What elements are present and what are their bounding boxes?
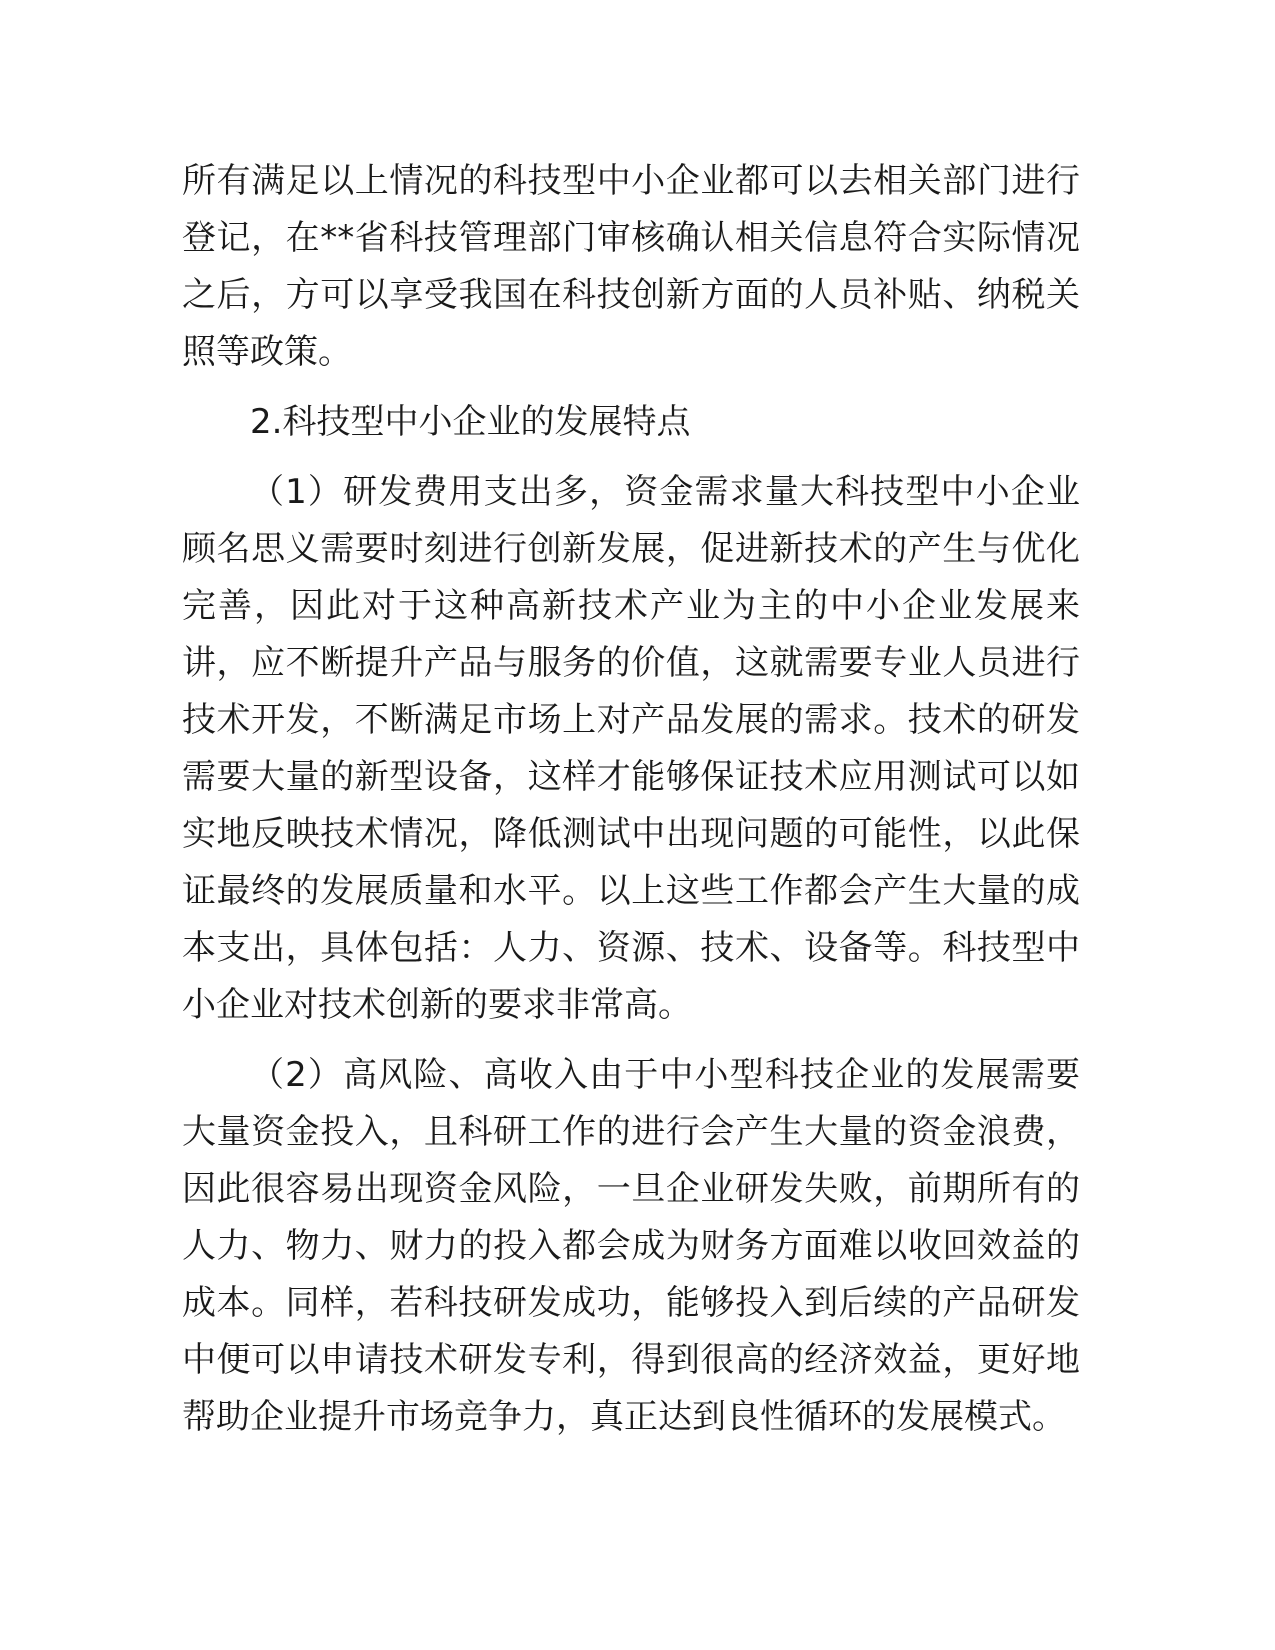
paragraph-rd-expenditure: （1）研发费用支出多，资金需求量大科技型中小企业顾名思义需要时刻进行创新发展，促进新技术的产生与优化完善，因此对于这种高新技术产业为主的中小企业发展来讲，应不断提升产品与服务的价值，这就需要专业人员进行技术开发，不断满足市场上对产品发展的需求。技术的研发需要大量的新型设备，这样才能够保证技术应用测试可以如实地反映技术情况，降低测试中出现问题的可能性，以此保证最终的发展质量和水平。以上这些工作都会产生大量的成本支出，具体包括：人力、资源、技术、设备等。科技型中小企业对技术创新的要求非常高。: [182, 472, 1080, 1025]
section-heading-development-features: 2.科技型中小企业的发展特点: [250, 402, 691, 442]
document-body: [182, 153, 1080, 1446]
paragraph-registration-policy: 所有满足以上情况的科技型中小企业都可以去相关部门进行登记，在**省科技管理部门审核确认相关信息符合实际情况之后，方可以享受我国在科技创新方面的人员补贴、纳税关照等政策。: [182, 161, 1080, 372]
paragraph-high-risk-high-income: （2）高风险、高收入由于中小型科技企业的发展需要大量资金投入，且科研工作的进行会产生大量的资金浪费，因此很容易出现资金风险，一旦企业研发失败，前期所有的人力、物力、财力的投入都会成为财务方面难以收回效益的成本。同样，若科技研发成功，能够投入到后续的产品研发中便可以申请技术研发专利，得到很高的经济效益，更好地帮助企业提升市场竞争力，真正达到良性循环的发展模式。: [182, 1055, 1080, 1437]
